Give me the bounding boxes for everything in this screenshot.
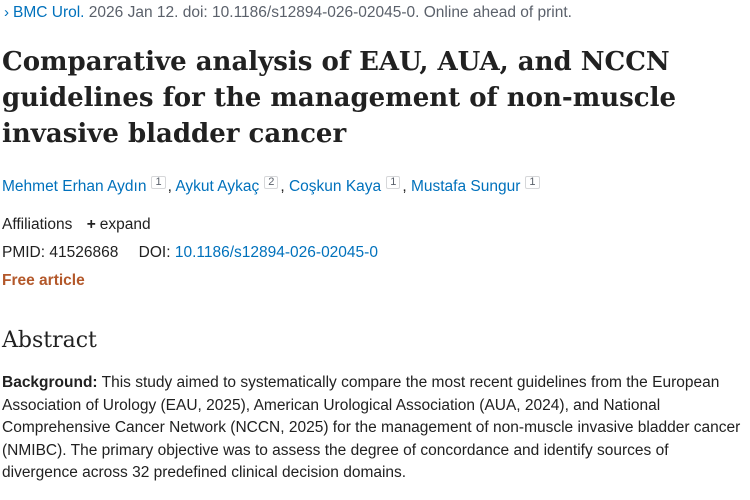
- expand-affiliations-button[interactable]: [87, 216, 151, 233]
- authors-list: Mehmet Erhan Aydın 1 , Aykut Aykaç 2 , Coşkun Kaya 1 , Mustafa Sungur 1: [2, 176, 542, 196]
- author-link[interactable]: Coşkun Kaya: [288, 178, 382, 196]
- affiliations-label: Affiliations: [2, 216, 73, 233]
- abstract-paragraph: [2, 372, 744, 485]
- abstract-heading: Abstract: [2, 328, 97, 353]
- affiliation-ref[interactable]: 1: [151, 176, 165, 189]
- pmid-label: PMID:: [2, 244, 46, 261]
- affiliation-ref[interactable]: 1: [525, 176, 539, 189]
- author-link[interactable]: Mustafa Sungur: [410, 178, 521, 196]
- background-text: This study aimed to systematically compare the most recent guidelines from the European Association of Urology (EAU, 2025), American Urological Association (AUA, 2024), and National Comprehensive Cancer Network (NCCN, 2025) for the management of non-muscle invasive bladder cancer (NMIBC). The primary objective was to assess the degree of concordance and identify sources of divergence across 32 predefined clinical decision domains.: [2, 374, 741, 481]
- expand-label: expand: [99, 216, 151, 233]
- free-article-label: Free article: [2, 272, 85, 289]
- plus-icon: +: [86, 216, 96, 233]
- pmid-value: 41526868: [49, 244, 119, 261]
- affiliation-ref[interactable]: 2: [264, 176, 278, 189]
- affiliation-ref[interactable]: 1: [386, 176, 400, 189]
- article-title: Comparative analysis of EAU, AUA, and NCCN guidelines for the management of non-muscle invasive bladder cancer: [2, 47, 677, 149]
- author-link[interactable]: Mehmet Erhan Aydın: [2, 178, 147, 196]
- chevron-right-icon: ›: [4, 4, 9, 21]
- affiliations-row: [2, 216, 151, 234]
- background-label: Background:: [2, 374, 98, 391]
- citation-line: [4, 4, 572, 22]
- journal-link[interactable]: BMC Urol.: [13, 4, 85, 21]
- citation-details: 2026 Jan 12. doi: 10.1186/s12894-026-02045-0. Online ahead of print.: [88, 4, 572, 21]
- author-link[interactable]: Aykut Aykaç: [175, 178, 260, 196]
- identifiers-row: [2, 244, 378, 262]
- doi-link[interactable]: 10.1186/s12894-026-02045-0: [174, 244, 378, 261]
- doi-label: DOI:: [138, 244, 171, 261]
